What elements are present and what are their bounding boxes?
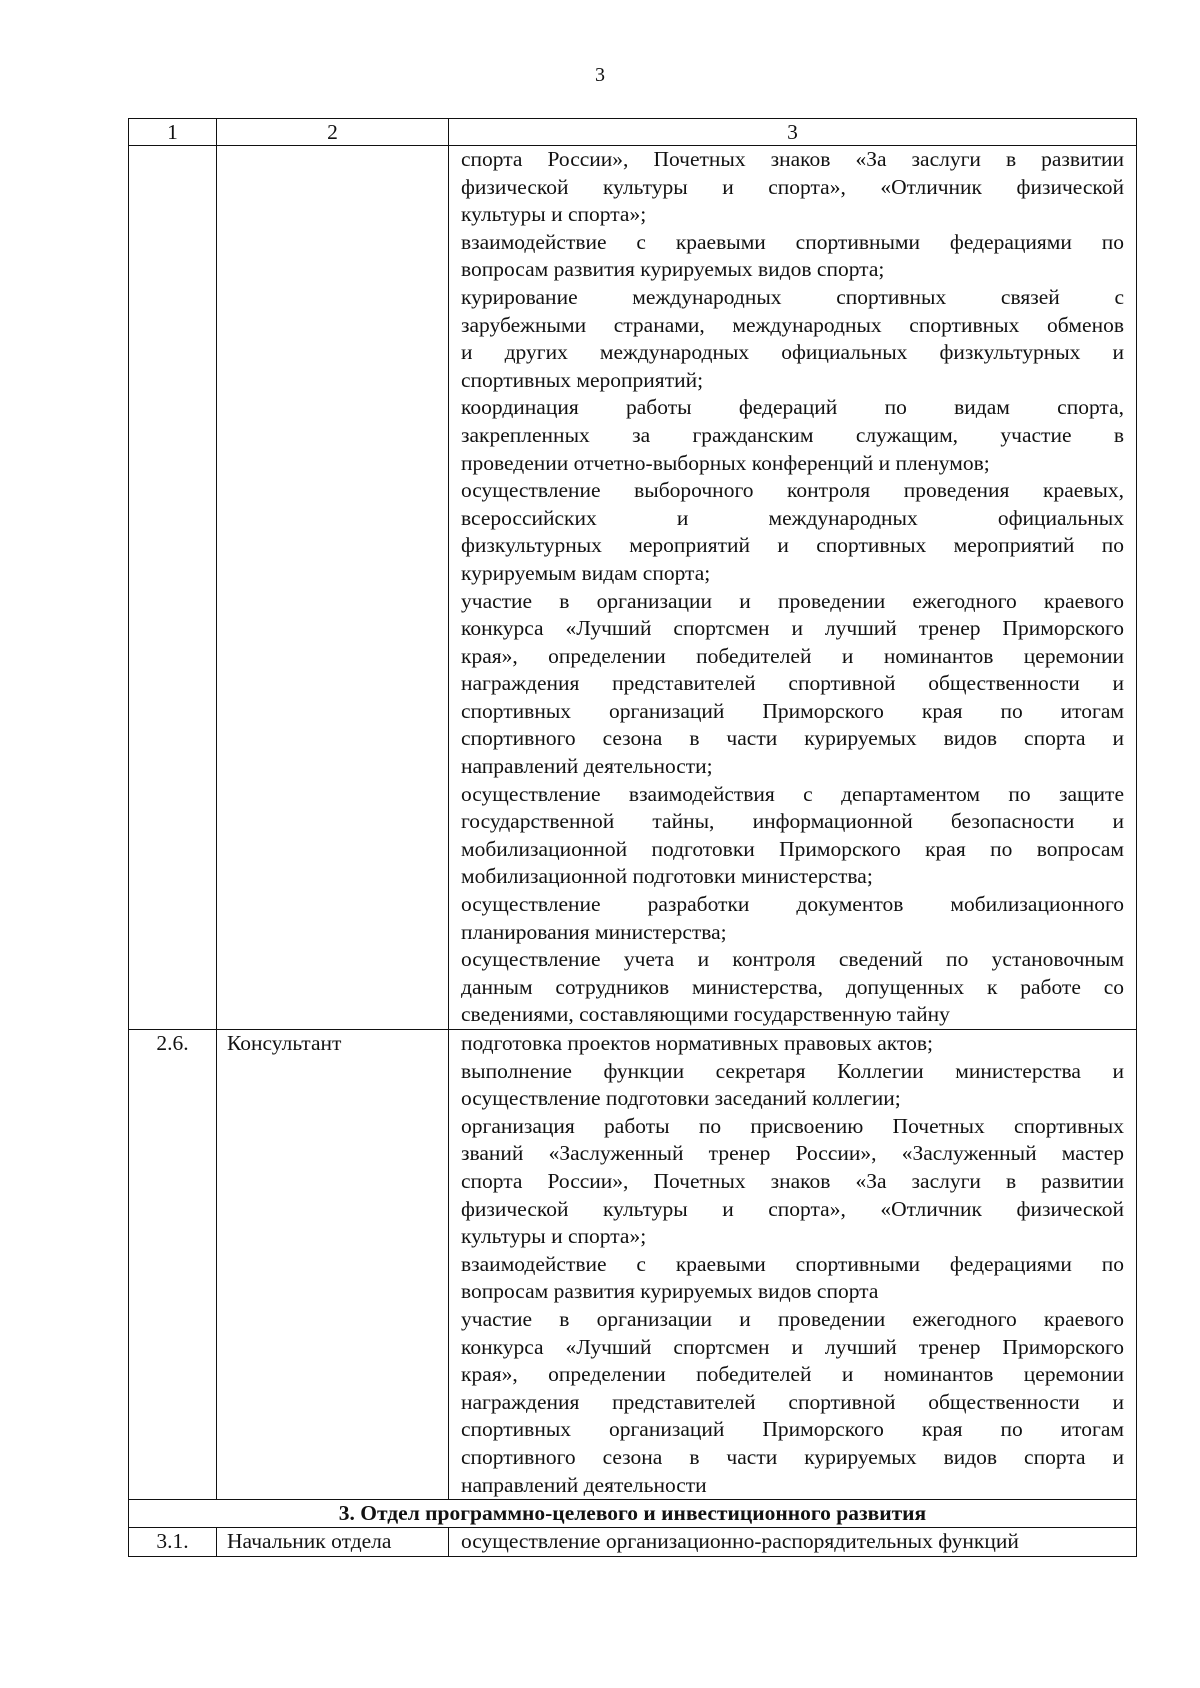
duty-line: координация работы федераций по видам спорта, (461, 395, 1124, 420)
duty-line: выполнение функции секретаря Коллегии министерства и (461, 1058, 1124, 1083)
header-col-3: 3 (449, 119, 1137, 146)
section-heading-row (129, 1500, 1137, 1528)
position-title: Консультант (217, 1030, 449, 1500)
header-col-1: 1 (129, 119, 217, 146)
row-number (129, 146, 217, 1030)
duty-line: закрепленных за гражданским служащим, участие в (461, 422, 1124, 447)
duty-line: участие в организации и проведении ежегодного краевого (461, 588, 1124, 613)
duty-line: культуры и спорта»; (461, 1224, 647, 1249)
duty-line: курирование международных спортивных связей с (461, 284, 1124, 309)
duty-line: проведении отчетно-выборных конференций и пленумов; (461, 450, 990, 475)
duty-line: участие в организации и проведении ежегодного краевого (461, 1306, 1124, 1331)
duty-line: курируемым видам спорта; (461, 560, 711, 585)
duty-line: физической культуры и спорта», «Отличник физической (461, 1196, 1124, 1221)
duty-line: награждения представителей спортивной общественности и (461, 671, 1124, 696)
table-row-continued (129, 146, 1137, 1030)
duty-line: сведениями, составляющими государственную тайну (461, 1002, 950, 1027)
duty-line: подготовка проектов нормативных правовых актов; (461, 1031, 933, 1055)
duty-line: спорта России», Почетных знаков «За заслуги в развитии (461, 147, 1124, 171)
duty-line: физкультурных мероприятий и спортивных мероприятий по (461, 533, 1124, 558)
duty-line: спортивных организаций Приморского края по итогам (461, 1417, 1124, 1442)
duty-line: и других международных официальных физкультурных и (461, 340, 1124, 365)
duty-line: физической культуры и спорта», «Отличник физической (461, 174, 1124, 199)
duty-line: спортивного сезона в части курируемых видов спорта и (461, 726, 1124, 751)
duty-line: вопросам развития курируемых видов спорта (461, 1279, 879, 1304)
duty-line: взаимодействие с краевыми спортивными федерациями по (461, 1251, 1124, 1276)
header-col-2: 2 (217, 119, 449, 146)
duty-line: спортивных мероприятий; (461, 367, 704, 392)
duty-line: направлений деятельности (461, 1472, 707, 1497)
duty-line: осуществление разработки документов мобилизационного (461, 892, 1124, 917)
duty-line: осуществление учета и контроля сведений по установочным (461, 947, 1124, 972)
duty-line: осуществление подготовки заседаний коллегии; (461, 1086, 901, 1111)
duties-table (128, 118, 1137, 1557)
table-row-3-1 (129, 1528, 1137, 1557)
duty-line: планирования министерства; (461, 919, 727, 944)
duties-text (449, 146, 1137, 1030)
duty-line: мобилизационной подготовки Приморского края по вопросам (461, 836, 1124, 861)
duty-line: осуществление выборочного контроля проведения краевых, (461, 478, 1124, 503)
row-number: 2.6. (129, 1030, 217, 1500)
duty-line: всероссийских и международных официальных (461, 505, 1124, 530)
duty-line: направлений деятельности; (461, 754, 713, 779)
duty-line: конкурса «Лучший спортсмен и лучший тренер Приморского (461, 1334, 1124, 1359)
duties-lines (461, 1030, 1124, 1499)
row-number: 3.1. (129, 1528, 217, 1557)
duty-line: вопросам развития курируемых видов спорта; (461, 257, 885, 282)
duty-line: званий «Заслуженный тренер России», «Заслуженный мастер (461, 1141, 1124, 1166)
duty-line: зарубежными странами, международных спортивных обменов (461, 312, 1124, 337)
table-header-row (129, 119, 1137, 146)
duty-line: края», определении победителей и номинантов церемонии (461, 1362, 1124, 1387)
duty-line: спортивного сезона в части курируемых видов спорта и (461, 1444, 1124, 1469)
duty-line: конкурса «Лучший спортсмен и лучший тренер Приморского (461, 616, 1124, 641)
duty-line: осуществление взаимодействия с департаментом по защите (461, 781, 1124, 806)
duties-text (449, 1030, 1137, 1500)
section-heading: 3. Отдел программно-целевого и инвестиционного развития (129, 1500, 1137, 1528)
position-title: Начальник отдела (217, 1528, 449, 1557)
page-number: 3 (595, 64, 605, 86)
duty-line: мобилизационной подготовки министерства; (461, 864, 873, 889)
position-title (217, 146, 449, 1030)
duty-line: взаимодействие с краевыми спортивными федерациями по (461, 229, 1124, 254)
duty-line: государственной тайны, информационной безопасности и (461, 809, 1124, 834)
duty-line: данным сотрудников министерства, допущенных к работе со (461, 974, 1124, 999)
duty-line: награждения представителей спортивной общественности и (461, 1389, 1124, 1414)
duty-line: культуры и спорта»; (461, 202, 647, 227)
duties-text: осуществление организационно-распорядительных функций (449, 1528, 1137, 1557)
duty-line: организация работы по присвоению Почетных спортивных (461, 1113, 1124, 1138)
duty-line: спортивных организаций Приморского края по итогам (461, 698, 1124, 723)
duty-line: спорта России», Почетных знаков «За заслуги в развитии (461, 1168, 1124, 1193)
duty-line: края», определении победителей и номинантов церемонии (461, 643, 1124, 668)
table-row-2-6 (129, 1030, 1137, 1500)
duties-lines (461, 146, 1124, 1029)
